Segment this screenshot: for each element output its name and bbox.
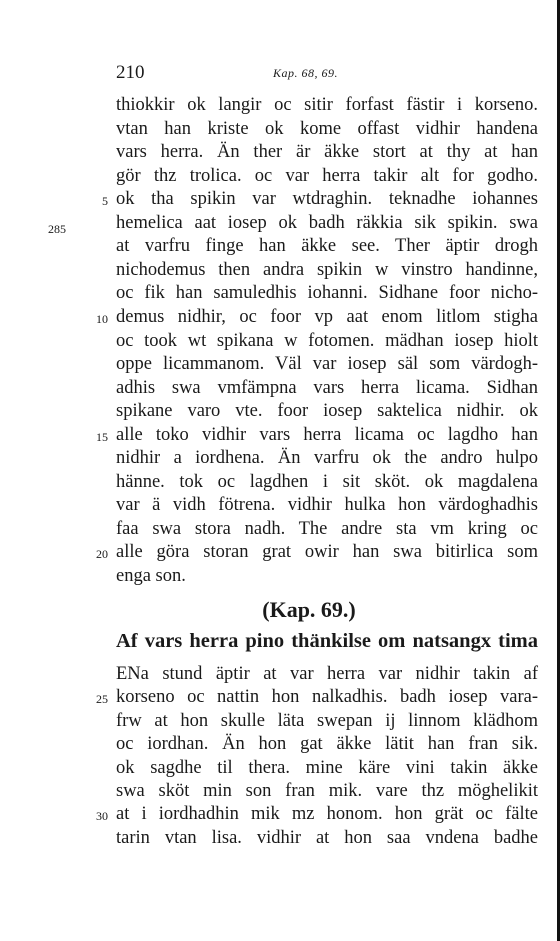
text-line: vars herra. Än ther är äkke stort at thy at han <box>116 142 538 163</box>
line-number: 25 <box>96 692 108 707</box>
text-line: alle göra storan grat owir han swa bitirlica som <box>116 542 538 563</box>
chapter-title: (Kap. 69.) <box>262 597 356 622</box>
text-line: vtan han kriste ok kome offast vidhir handena <box>116 118 538 139</box>
text-line: alle toko vidhir vars herra licama oc lagdho han <box>116 424 538 445</box>
text-line: swa sköt min son fran mik. vare thz möghelikit <box>116 781 538 801</box>
text-line: faa swa stora nadh. The andre sta vm kring oc <box>116 518 538 539</box>
text-line: nichodemus then andra spikin w vinstro handinne, <box>116 259 538 280</box>
text-line: oc took wt spikana w fotomen. mädhan iosep hiolt <box>116 330 538 351</box>
page-header <box>116 62 536 86</box>
running-head: Kap. 68, 69. <box>273 66 339 80</box>
text-line: tarin vtan lisa. vidhir at hon saa vndena badhe <box>116 827 538 848</box>
text-line: spikane varo vte. foor iosep saktelica nidhir. ok <box>116 401 538 422</box>
text-line: adhis swa vmfämpna vars herra licama. Sidhan <box>116 377 538 398</box>
margin-reference: 285 <box>48 222 66 236</box>
page-number: 210 <box>116 62 145 83</box>
line-number: 10 <box>96 311 108 326</box>
text-line: hemelica aat iosep ok badh räkkia sik spikin. swa <box>116 212 538 233</box>
text-line: gör thz trolica. oc var herra takir alt for godho. <box>116 165 538 186</box>
text-line: nidhir a iordhena. Än varfru ok the andro hulpo <box>116 448 538 469</box>
text-line: oc fik han samuledhis iohanni. Sidhane foor nicho- <box>116 283 538 304</box>
text-line: ENa stund äptir at var herra var nidhir takin af <box>116 664 538 684</box>
text-line: demus nidhir, oc foor vp aat enom litlom stigha <box>116 306 538 327</box>
line-number: 5 <box>102 194 108 209</box>
text-line: oppe licammanom. Väl var iosep säl som värdogh- <box>116 354 538 375</box>
line-number: 30 <box>96 809 108 824</box>
line-number: 20 <box>96 547 108 562</box>
text-line: thiokkir ok langir oc sitir forfast fästir i korseno. <box>116 95 538 115</box>
line-number: 15 <box>96 429 108 444</box>
text-line: var ä vidh fötrena. vidhir hulka hon värdoghadhis <box>116 495 538 516</box>
text-line: frw at hon skulle läta swepan ij linnom klädhom <box>116 710 538 731</box>
text-line: at varfru finge han äkke see. Ther äptir drogh <box>116 236 538 257</box>
text-line: korseno oc nattin hon nalkadhis. badh iosep vara- <box>116 687 538 708</box>
text-line: ok tha spikin var wtdraghin. teknadhe iohannes <box>116 189 538 210</box>
section-heading: Af vars herra pino thänkilse om natsangx tima <box>116 630 538 652</box>
text-line: oc iordhan. Än hon gat äkke lätit han fran sik. <box>116 734 538 755</box>
text-line: enga son. <box>116 566 186 586</box>
text-line: hänne. tok oc lagdhen i sit sköt. ok magdalena <box>116 471 538 492</box>
text-line: at i iordhadhin mik mz honom. hon grät oc fälte <box>116 804 538 825</box>
text-line: ok sagdhe til thera. mine käre vini takin äkke <box>116 757 538 778</box>
